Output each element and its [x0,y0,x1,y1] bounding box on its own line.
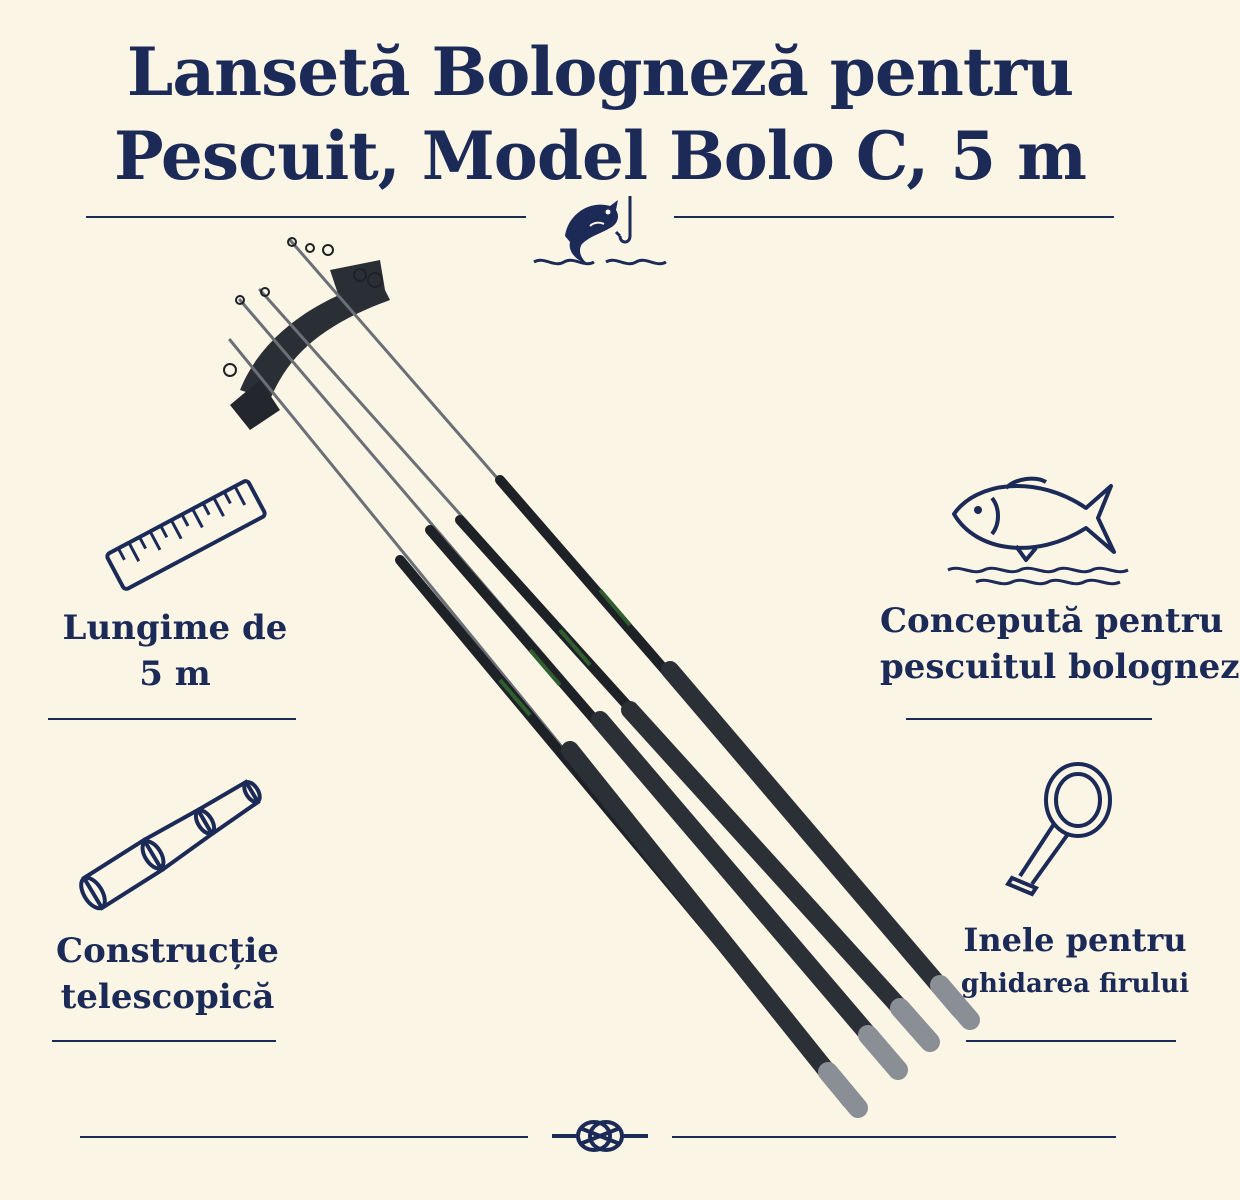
divider-telescopic [52,1040,276,1042]
feature-telescopic-line-1: Construcție [56,931,279,971]
telescopic-tube-icon [66,770,276,920]
top-divider-right [674,216,1114,218]
feature-length [40,605,310,697]
feature-length-line-2: 5 m [139,654,211,694]
rope-knot-icon [550,1112,650,1162]
feature-bolognese-line-2: pescuitul bolognez [880,647,1240,687]
divider-length [48,718,296,720]
feature-guides [955,918,1195,1006]
title-line-2: Pescuit, Model Bolo C, 5 m [114,117,1086,195]
feature-bolognese-line-1: Concepută pentru [880,601,1224,641]
fish-icon [946,468,1146,588]
feature-guides-line-1: Inele pentru [963,921,1187,959]
feature-bolognese [880,598,1240,690]
feature-telescopic [40,928,295,1020]
product-title [0,30,1200,198]
top-divider-left [86,216,526,218]
ruler-icon [96,470,276,600]
rod-guide-ring-icon [1002,758,1122,898]
bottom-divider-left [80,1136,528,1138]
title-line-1: Lansetă Bologneză pentru [126,33,1074,111]
feature-length-line-1: Lungime de [62,608,288,648]
feature-telescopic-line-2: telescopică [60,977,275,1017]
bottom-divider-right [672,1136,1116,1138]
feature-guides-line-2: ghidarea firului [960,969,1190,999]
divider-guides [966,1040,1176,1042]
divider-bolognese [906,718,1152,720]
